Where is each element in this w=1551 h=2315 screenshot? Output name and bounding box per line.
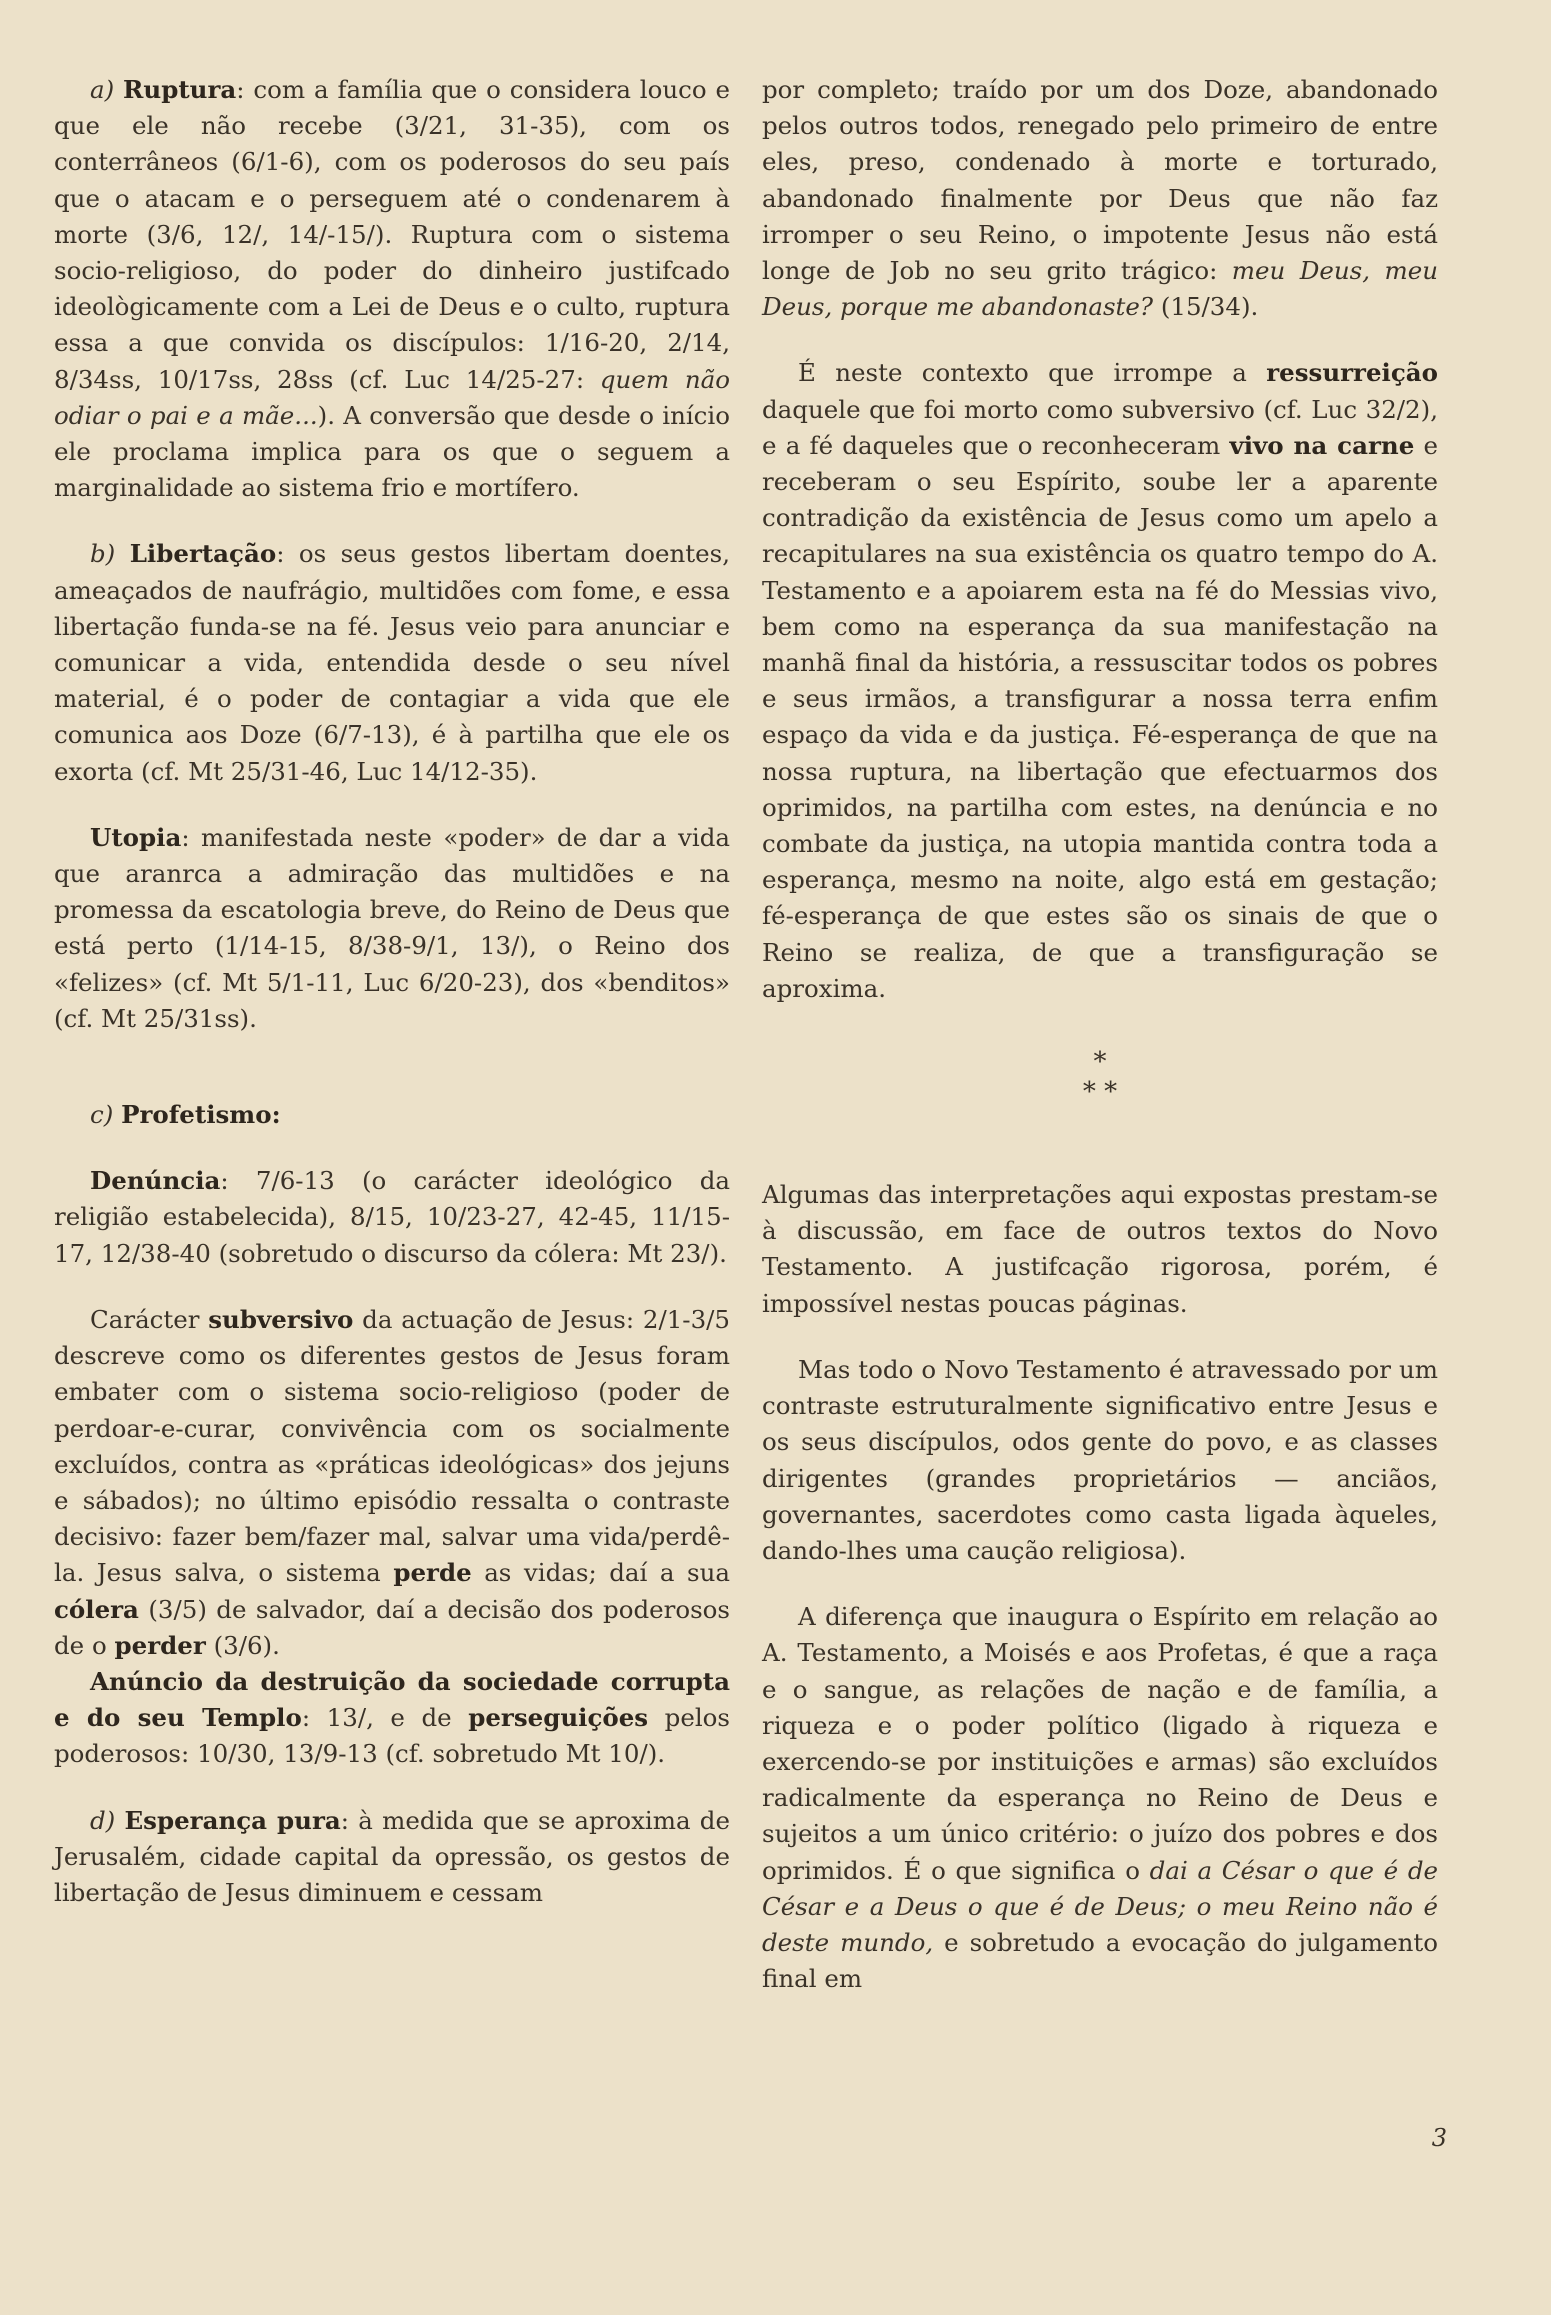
heading-utopia: Utopia — [90, 822, 182, 852]
paragraph-novo-testamento: Mas todo o Novo Testamento é atravessado por um contraste estruturalmente significativo entre Jesus e os seus discípulos, odos gente do povo, e as classes dirigentes (grandes proprietários — anciãos, governantes, sacerdotes como casta ligada àqueles, dando-lhes uma caução religiosa). — [762, 1354, 1438, 1565]
section-label-b: b) — [90, 539, 116, 569]
paragraph-ressurreicao: É neste contexto que irrompe a ressurreição daquele que foi morto como subversivo (cf. Luc 32/2), e a fé daqueles que o reconheceram vivo na carne e receberam o seu Espírito, soube ler a aparente contradição da existência de Jesus como um apelo a recapitulares na sua existência os quatro tempo do A. Testamento e a apoiarem esta na fé do Messias vivo, bem como na esperança da sua manifestação na manhã final da história, a ressuscitar todos os pobres e seus irmãos, a transfigurar a nossa terra enfim espaço da vida e da justiça. Fé-esperança de que na nossa ruptura, na libertação que efectuarmos dos oprimidos, na partilha com estes, na denúncia e no combate da justiça, na utopia mantida contra toda a esperança, mesmo na noite, algo está em gestação; fé-esperança de que estes são os sinais de que o Reino se realiza, de que a transfiguração se aproxima. — [762, 358, 1438, 1003]
heading-denuncia: Denúncia — [90, 1166, 221, 1196]
paragraph-libertacao: b) Libertação: os seus gestos libertam doentes, ameaçados de naufrágio, multidões com fome, e essa libertação funda-se na fé. Jesus veio para anunciar e comunicar a vida, entendida desde o seu nível material, é o poder de contagiar a vida que ele comunica aos Doze (6/7-13), é à partilha que ele os exorta (cf. Mt 25/31-46, Luc 14/12-35). — [54, 539, 731, 786]
quote-ruptura: quem não odiar o pai e a mãe... — [54, 364, 730, 430]
quote-job: meu Deus, meu Deus, porque me abandonaste? — [762, 256, 1438, 322]
paragraph-utopia: Utopia: manifestada neste «poder» de dar a vida que aranrca a admiração das multidões e na promessa da escatologia breve, do Reino de Deus que está perto (1/14-15, 8/38-9/1, 13/), o Reino dos «felizes» (cf. Mt 5/1-11, Luc 6/20-23), dos «benditos» (cf. Mt 25/31ss). — [54, 822, 730, 1033]
heading-ruptura: Ruptura — [123, 75, 237, 104]
paragraph-anuncio: Anúncio da destruição da sociedade corrupta e do seu Templo: 13/, e de perseguições pelos poderosos: 10/30, 13/9-13 (cf. sobretudo Mt 10/). — [54, 1666, 730, 1769]
paragraph-diferenca: A diferença que inaugura o Espírito em relação ao A. Testamento, a Moisés e aos Profetas, é que a raça e o sangue, as relações de nação e de família, a riqueza e o poder político (ligado à riqueza e exercendo-se por instituições e armas) são excluídos radicalmente da esperança no Reino de Deus e sujeitos a um único critério: o juízo dos pobres e dos oprimidos. É o que significa o dai a César o que é de César e a Deus o que é de Deus; o meu Reino não é deste mundo, e sobretudo a evocação do julgamento final em — [762, 1602, 1438, 1994]
quote-cesar: dai a César o que é de César e a Deus o que é de Deus; o meu Reino não é deste mundo, — [762, 1855, 1438, 1957]
left-column — [54, 72, 730, 1941]
section-label-a: a) — [90, 75, 115, 104]
paragraph-ruptura: a) Ruptura: com a família que o considera louco e que ele não recebe (3/21, 31-35), com os conterrâneos (6/1-6), com os poderosos do seu país que o atacam e o perseguem até o condenarem à morte (3/6, 12/, 14/-15/). Ruptura com o sistema socio-religioso, do poder do dinheiro justifcado ideològicamente com a Lei de Deus e o culto, ruptura essa a que convida os discípulos: 1/16-20, 2/14, 8/34ss, 10/17ss, 28ss (cf. Luc 14/25-27: quem não odiar o pai e a mãe...). A conversão que desde o início ele proclama implica para os que o seguem a marginalidade ao sistema frio e mortífero. — [54, 75, 730, 503]
section-label-c: c) — [90, 1100, 114, 1130]
paragraph-profetismo: c) Profetismo: — [90, 1100, 281, 1130]
right-column — [762, 72, 1438, 1997]
section-divider-stars: * * * — [1082, 1047, 1118, 1108]
paragraph-interpretacoes: Algumas das interpretações aqui expostas prestam-se à discussão, em face de outros textos do Novo Testamento. A justifcação rigorosa, porém, é impossível nestas poucas páginas. — [762, 1180, 1438, 1318]
section-label-d: d) — [90, 1805, 116, 1835]
heading-profetismo: Profetismo — [121, 1100, 272, 1130]
paragraph-subversivo: Carácter subversivo da actuação de Jesus: 2/1-3/5 descreve como os diferentes gestos de Jesus foram embater com o sistema socio-religioso (poder de perdoar-e-curar, convivência com os socialmente excluídos, contra as «práticas ideológicas» dos jejuns e sábados); no último episódio ressalta o contraste decisivo: fazer bem/fazer mal, salvar uma vida/perdê-la. Jesus salva, o sistema perde as vidas; daí a sua cólera (3/5) de salvador, daí a decisão dos poderosos de o perder (3/6). — [54, 1304, 730, 1660]
paragraph-esperanca: d) Esperança pura: à medida que se aproxima de Jerusalém, cidade capital da opressão, os gestos de libertação de Jesus diminuem e cessam — [54, 1805, 730, 1907]
paragraph-denuncia: Denúncia: 7/6-13 (o carácter ideológico da religião estabelecida), 8/15, 10/23-27, 42-45, 11/15-17, 12/38-40 (sobretudo o discurso da cólera: Mt 23/). — [54, 1166, 730, 1268]
page-number: 3 — [1431, 2124, 1447, 2152]
paragraph-por-completo: por completo; traído por um dos Doze, abandonado pelos outros todos, renegado pelo primeiro de entre eles, preso, condenado à morte e torturado, abandonado finalmente por Deus que não faz irromper o seu Reino, o impotente Jesus não está longe de Job no seu grito trágico: meu Deus, meu Deus, porque me abandonaste? (15/34). — [762, 75, 1438, 322]
heading-libertacao: Libertação — [129, 539, 277, 569]
heading-esperanca: Esperança pura — [124, 1805, 341, 1835]
